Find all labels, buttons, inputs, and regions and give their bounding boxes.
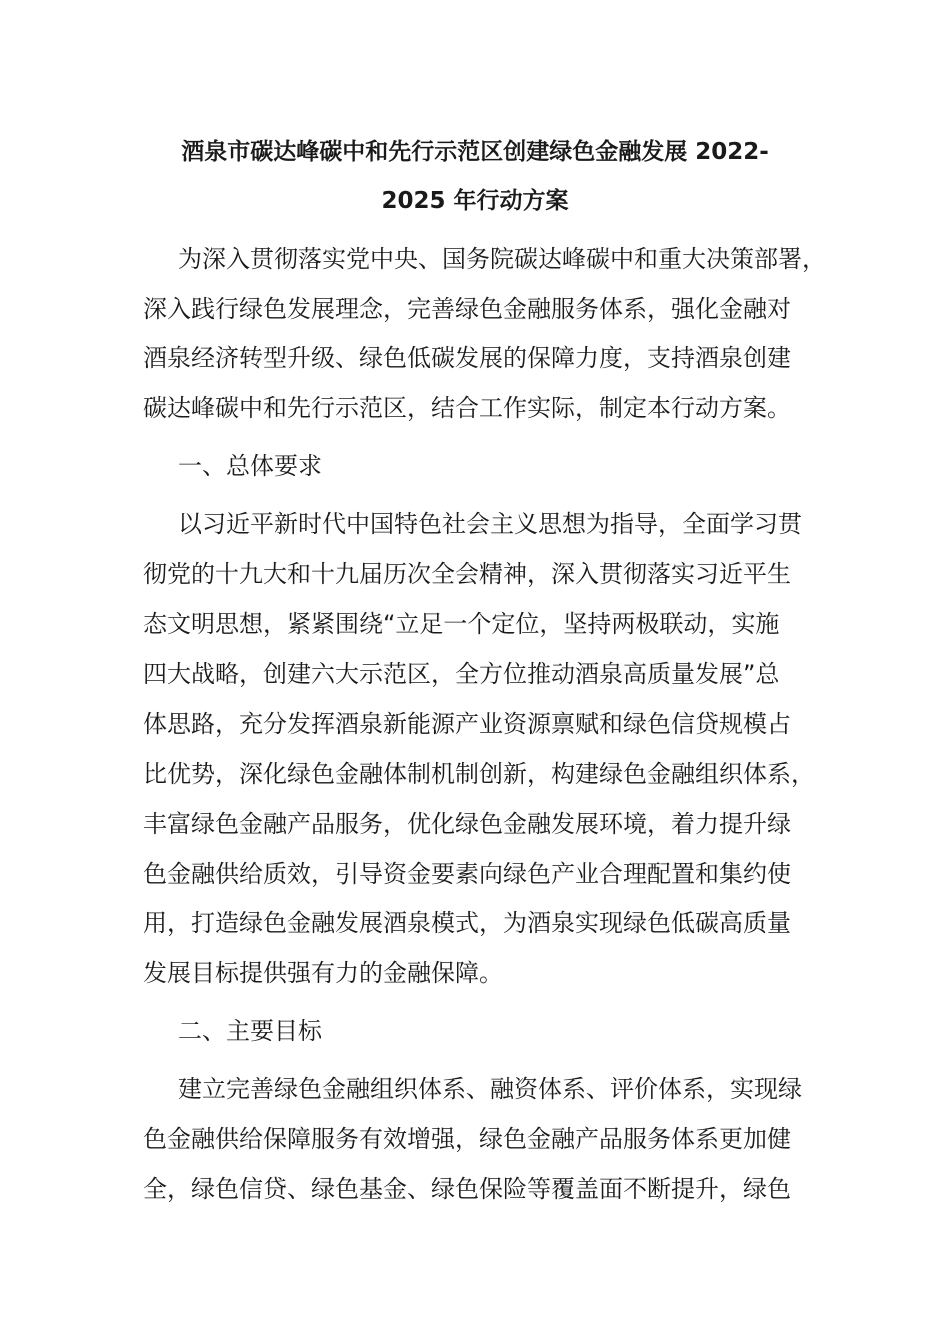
section-heading-2: 二、主要目标: [178, 1017, 322, 1045]
paragraph-intro-line: 碳达峰碳中和先行示范区，结合工作实际，制定本行动方案。: [143, 394, 791, 422]
paragraph-goals-line: 建立完善绿色金融组织体系、融资体系、评价体系，实现绿: [178, 1075, 802, 1103]
section-heading-1: 一、总体要求: [178, 452, 322, 480]
document-title-line-1: 酒泉市碳达峰碳中和先行示范区创建绿色金融发展 2022-: [181, 139, 769, 165]
paragraph-requirements-line: 四大战略，创建六大示范区，全方位推动酒泉高质量发展”总: [143, 660, 780, 688]
paragraph-requirements-line: 发展目标提供强有力的金融保障。: [143, 959, 503, 987]
paragraph-requirements-line: 丰富绿色金融产品服务，优化绿色金融发展环境，着力提升绿: [143, 810, 791, 838]
paragraph-requirements-line: 比优势，深化绿色金融体制机制创新，构建绿色金融组织体系，: [143, 760, 815, 788]
paragraph-requirements-line: 体思路，充分发挥酒泉新能源产业资源禀赋和绿色信贷规模占: [143, 710, 791, 738]
paragraph-requirements-line: 态文明思想，紧紧围绕“立足一个定位，坚持两极联动，实施: [143, 610, 780, 638]
paragraph-requirements-line: 用，打造绿色金融发展酒泉模式，为酒泉实现绿色低碳高质量: [143, 909, 791, 937]
paragraph-intro-line: 深入践行绿色发展理念，完善绿色金融服务体系，强化金融对: [143, 295, 791, 323]
paragraph-goals-line: 全，绿色信贷、绿色基金、绿色保险等覆盖面不断提升，绿色: [143, 1175, 791, 1203]
document-title-line-2: 2025 年行动方案: [381, 188, 569, 214]
paragraph-requirements-line: 色金融供给质效，引导资金要素向绿色产业合理配置和集约使: [143, 860, 791, 888]
paragraph-goals-line: 色金融供给保障服务有效增强，绿色金融产品服务体系更加健: [143, 1125, 791, 1153]
paragraph-intro-line: 为深入贯彻落实党中央、国务院碳达峰碳中和重大决策部署，: [178, 245, 826, 273]
paragraph-intro-line: 酒泉经济转型升级、绿色低碳发展的保障力度，支持酒泉创建: [143, 344, 791, 372]
paragraph-requirements-line: 以习近平新时代中国特色社会主义思想为指导，全面学习贯: [178, 510, 802, 538]
paragraph-requirements-line: 彻党的十九大和十九届历次全会精神，深入贯彻落实习近平生: [143, 560, 791, 588]
